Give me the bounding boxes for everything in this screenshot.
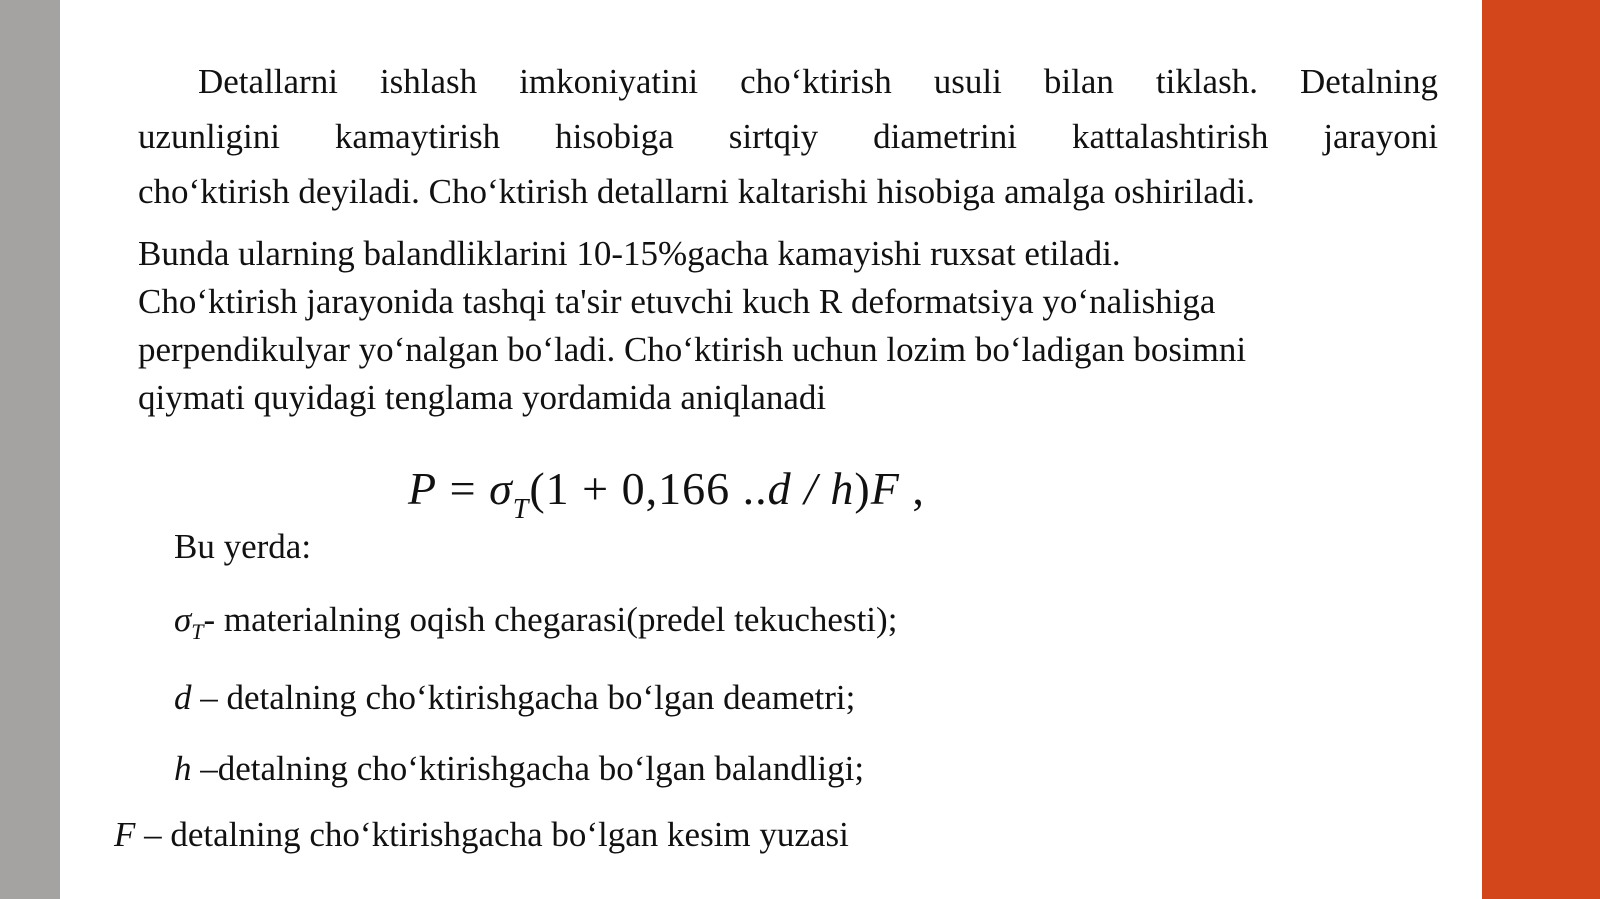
- h-symbol: h: [174, 749, 192, 788]
- sigma-subscript: T: [191, 619, 204, 644]
- definition-h: [174, 746, 864, 791]
- description-line-2: Cho‘ktirish jarayonida tashqi ta'sir etuvchi kuch R deformatsiya yo‘nalishiga: [138, 282, 1216, 321]
- formula-h: h: [830, 463, 855, 514]
- f-symbol: F: [114, 815, 136, 854]
- intro-line-1: Detallarni ishlash imkoniyatini cho‘ktirish usuli bilan tiklash. Detalning: [198, 62, 1438, 101]
- description-line-3: perpendikulyar yo‘nalgan bo‘ladi. Cho‘ktirish uchun lozim bo‘ladigan bosimni: [138, 330, 1247, 369]
- f-definition-text: – detalning cho‘ktirishgacha bo‘lgan kesim yuzasi: [135, 815, 849, 854]
- right-accent-bar: [1482, 0, 1600, 899]
- formula-sigma: σ: [489, 463, 513, 514]
- intro-line-3: cho‘ktirish deyiladi. Cho‘ktirish detallarni kaltarishi hisobiga amalga oshiriladi.: [138, 172, 1255, 211]
- formula-d: d: [767, 463, 792, 514]
- formula-comma: ,: [899, 463, 925, 514]
- description-line-4: qiymati quyidagi tenglama yordamida aniqlanadi: [138, 378, 827, 417]
- d-definition-text: – detalning cho‘ktirishgacha bo‘lgan deametri;: [191, 678, 856, 717]
- description-paragraph: [138, 230, 1246, 422]
- formula-close: ): [854, 463, 871, 514]
- left-accent-bar: [0, 0, 60, 899]
- formula-slash: /: [791, 463, 831, 514]
- definition-sigma: [174, 597, 897, 654]
- intro-paragraph: [138, 54, 1438, 219]
- formula-body: (1 + 0,166 ..: [529, 463, 768, 514]
- intro-line-2: uzunligini kamaytirish hisobiga sirtqiy diametrini kattalashtirish jarayoni: [138, 117, 1438, 156]
- definition-f: [114, 812, 849, 857]
- definitions-intro: Bu yerda:: [174, 527, 312, 566]
- formula-f: F: [870, 463, 900, 514]
- formula-p: P: [408, 463, 438, 514]
- d-symbol: d: [174, 678, 192, 717]
- formula-sigma-sub: T: [512, 494, 530, 525]
- sigma-definition-text: - materialning oqish chegarasi(predel tekuchesti);: [203, 600, 898, 639]
- description-line-1: Bunda ularning balandliklarini 10-15%gacha kamayishi ruxsat etiladi.: [138, 234, 1121, 273]
- definition-d: [174, 675, 855, 720]
- h-definition-text: –detalning cho‘ktirishgacha bo‘lgan balandligi;: [191, 749, 865, 788]
- pressure-formula: [408, 462, 925, 526]
- formula-equals: =: [449, 463, 477, 514]
- sigma-symbol: σ: [174, 600, 192, 639]
